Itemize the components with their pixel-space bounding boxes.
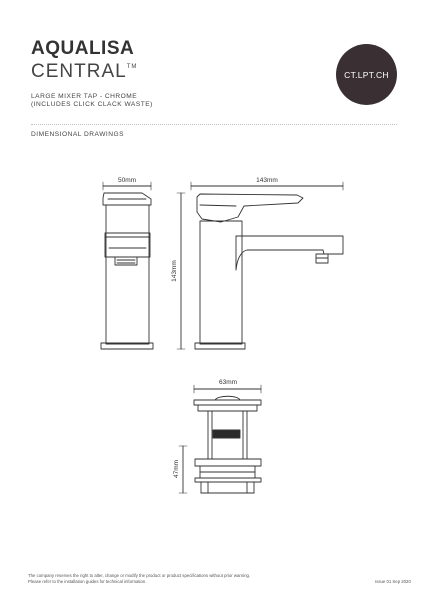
dimension-side-width: 50mm [117,177,137,184]
dimension-waste-height: 47mm [173,459,180,479]
dimension-front-width: 143mm [256,177,278,184]
section-title: DIMENSIONAL DRAWINGS [31,131,125,138]
tap-front-view [177,182,343,349]
brand-logo: AQUALISA [31,38,135,59]
dimension-waste-width: 63mm [218,379,238,386]
issue-date: Issue 01 Sep 2020 [375,579,411,584]
dimension-height: 143mm [171,260,178,282]
trademark-mark: TM [126,64,138,70]
footer-disclaimer [28,573,250,585]
disclaimer-line-1: The company reserves the right to alter, change or modify the product or product specifications without prior warning. [28,573,251,578]
tap-side-view [101,182,153,349]
product-name-text: CENTRAL [31,61,127,82]
description-line-2: (INCLUDES CLICK CLACK WASTE) [31,101,153,108]
product-code-badge: CT.LPT.CH [336,44,397,105]
description-line-1: LARGE MIXER TAP - CHROME [31,93,138,100]
click-clack-waste [179,385,261,493]
disclaimer-line-2: Please refer to the installation guides for technical information. [28,579,147,584]
